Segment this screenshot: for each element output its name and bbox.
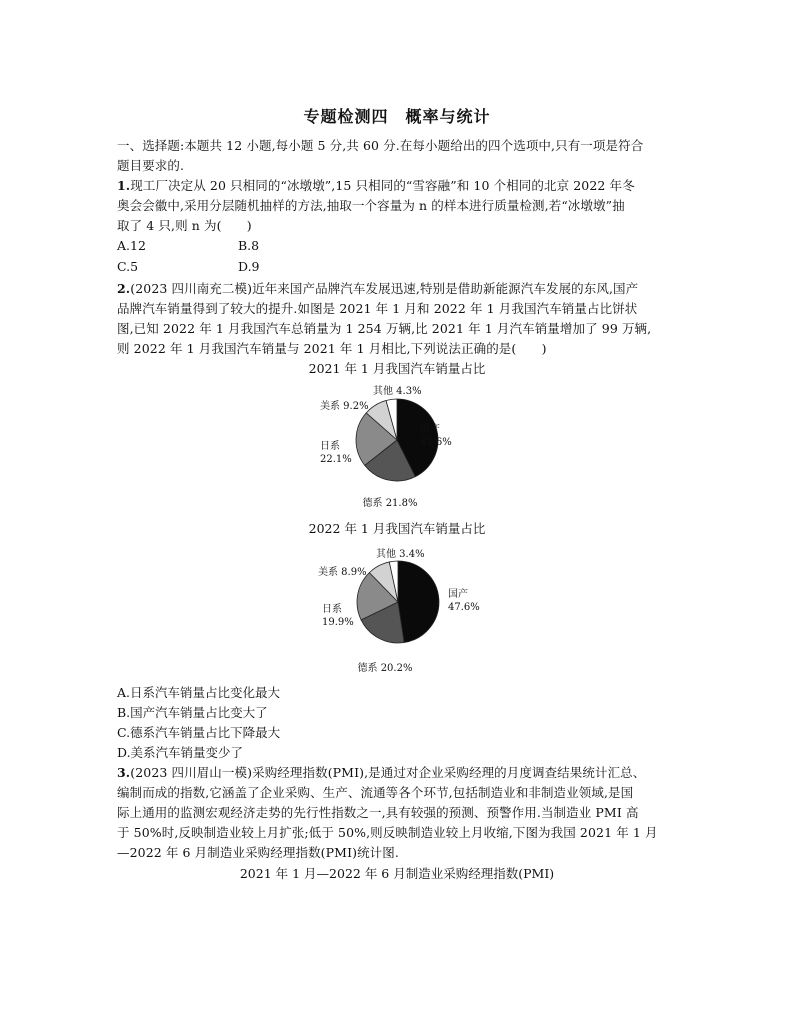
q3-line-5: —2022 年 6 月制造业采购经理指数(PMI)统计图. [117,845,399,860]
pie-chart-2021 [0,378,794,518]
q3-number: 3. [117,765,131,780]
pmi-chart-title: 2021 年 1 月—2022 年 6 月制造业采购经理指数(PMI) [239,866,555,881]
q2-line-2: 品牌汽车销量得到了较大的提升.如图是 2021 年 1 月和 2022 年 1 月我国汽车销量占比饼状 [117,301,638,316]
pie-label-2021-1: 德系 21.8% [362,498,418,509]
section-instructions-line-2: 题目要求的. [117,158,185,173]
q2-option-a[interactable]: A.日系汽车销量占比变化最大 [117,685,281,700]
pie-label-2022-0: 国产 [448,589,468,600]
pie-value-2021-0: 42.6% [420,437,452,448]
pie-label-2021-4: 其他 4.3% [373,386,422,397]
q1-line-1 [117,176,635,196]
pie-label-2022-4: 其他 3.4% [376,549,425,560]
section-instructions-line-1: 一、选择题:本题共 12 小题,每小题 5 分,共 60 分.在每小题给出的四个选项中,只有一项是符合 [117,138,644,153]
q1-line-3: 取了 4 只,则 n 为( ) [117,218,252,233]
q3-text-1: (2023 四川眉山一模)采购经理指数(PMI),是通过对企业采购经理的月度调查结果统计汇总、 [130,765,646,780]
pie-value-2021-2: 22.1% [320,454,352,465]
q1-option-a[interactable]: A.12 [117,238,146,253]
q1-option-b[interactable]: B.8 [238,238,260,253]
q3-line-4: 于 50%时,反映制造业较上月扩张;低于 50%,则反映制造业较上月收缩,下图为我国 2021 年 1 月 [117,825,658,840]
pie-chart-2022 [0,540,794,680]
page-title: 专题检测四 概率与统计 [303,107,491,126]
q3-line-3: 际上通用的监测宏观经济走势的先行性指数之一,具有较强的预测、预警作用.当制造业 PMI 高 [117,805,639,820]
pie-label-2021-0: 国产 [420,424,440,435]
q2-option-b[interactable]: B.国产汽车销量占比变大了 [117,705,268,720]
q3-line-2: 编制而成的指数,它涵盖了企业采购、生产、流通等各个环节,包括制造业和非制造业领域,是国 [117,785,634,800]
q1-line-2: 奥会会徽中,采用分层随机抽样的方法,抽取一个容量为 n 的样本进行质量检测,若“冰墩墩”抽 [117,198,625,213]
q2-option-c[interactable]: C.德系汽车销量占比下降最大 [117,725,281,740]
q1-text-1: 现工厂决定从 20 只相同的“冰墩墩”,15 只相同的“雪容融”和 10 个相同的北京 2022 年冬 [130,178,635,193]
q3-line-1 [117,763,645,783]
pie-label-2022-1: 德系 20.2% [357,663,413,674]
q2-number: 2. [117,281,131,296]
pie-value-2022-0: 47.6% [448,602,480,613]
q2-line-3: 图,已知 2022 年 1 月我国汽车总销量为 1 254 万辆,比 2021 年 1 月汽车销量增加了 99 万辆, [117,321,652,336]
q2-line-4: 则 2022 年 1 月我国汽车销量与 2021 年 1 月相比,下列说法正确的是( ) [117,341,547,356]
pie-2022-title: 2022 年 1 月我国汽车销量占比 [308,521,486,536]
pie-label-2021-3: 美系 9.2% [320,401,369,412]
q1-option-d[interactable]: D.9 [238,259,260,274]
q1-option-c[interactable]: C.5 [117,259,139,274]
q1-number: 1. [117,178,131,193]
q2-line-1 [117,279,638,299]
pie-label-2022-3: 美系 8.9% [318,567,367,578]
pie-value-2022-2: 19.9% [322,617,354,628]
pie-label-2021-2: 日系 [320,441,340,452]
pie-slice-2022-0 [398,561,439,643]
q2-option-d[interactable]: D.美系汽车销量变少了 [117,745,244,760]
q2-text-1: (2023 四川南充二模)近年来国产品牌汽车发展迅速,特别是借助新能源汽车发展的东风,国产 [130,281,639,296]
pie-label-2022-2: 日系 [322,604,342,615]
pie-2021-title: 2021 年 1 月我国汽车销量占比 [308,361,486,376]
